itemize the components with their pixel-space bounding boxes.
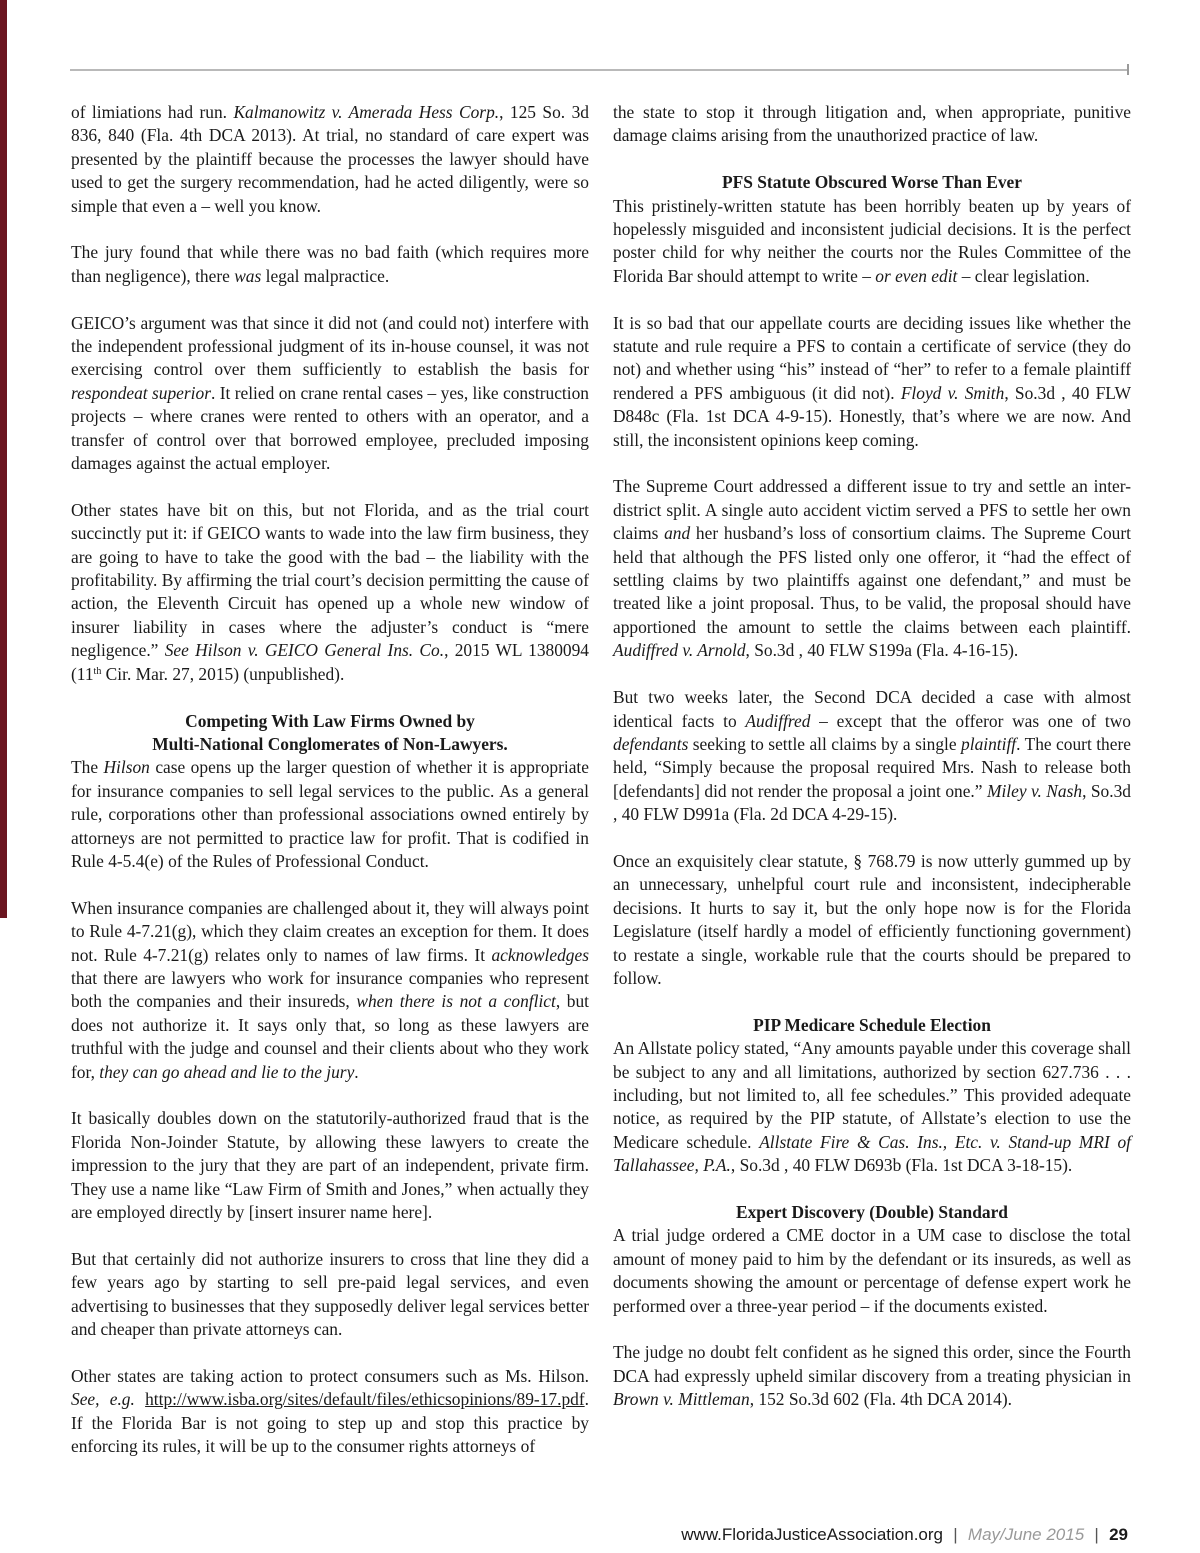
right-column [613,101,1131,1412]
isba-opinion-link[interactable]: http://www.isba.org/sites/default/files/ethicsopinions/89-17.pdf [145,1389,585,1410]
header-rule [70,69,1129,71]
heading-expert-discovery: Expert Discovery (Double) Standard [736,1201,1008,1222]
paragraph-other-states: Other states have bit on this, but not Florida, and as the trial court succinctly put it: if GEICO wants to wade into the law firm business, they are going to have to take the good with the bad – the liability with the profitability. By affirming the trial court’s decision permitting the cause of action, the Eleventh Circuit has opened up a whole new window of insurer liability in cases where the adjuster’s conduct is “mere negligence.” See Hilson v. GEICO General Ins. Co., 2015 WL 1380094 (11th Cir. Mar. 27, 2015) (unpublished). [71,499,589,684]
left-column [71,101,589,1458]
paragraph-non-joinder: It basically doubles down on the statutorily-authorized fraud that is the Florida Non-Joinder Statute, by allowing these lawyers to create the impression to the jury that they are part of an independent, private firm. They use a name like “Law Firm of Smith and Jones,” when actually they are employed directly by [insert insurer name here]. [71,1108,589,1222]
paragraph-rule-4-7-21: When insurance companies are challenged about it, they will always point to Rule 4-7.21(g), which they claim creates an exception for them. It does not. Rule 4-7.21(g) relates only to names of law firms. It acknowledges that there are lawyers who work for insurance companies who represent both the companies and their insureds, when there is not a conflict, but does not authorize it. It says only that, so long as these lawyers are truthful with the judge and counsel and their clients about who they work for, they can go ahead and lie to the jury. [71,897,589,1082]
paragraph-appellate-courts: It is so bad that our appellate courts are deciding issues like whether the statute and rule require a PFS to contain a certificate of service (they do not) and whether using “his” instead of “her” to refer to a female plaintiff rendered a PFS ambiguous (it did not). Floyd v. Smith, So.3d , 40 FLW D848c (Fla. 1st DCA 4-9-15). Honestly, that’s where we are now. And still, the inconsistent opinions keep coming. [613,312,1131,450]
paragraph-consumer-protection: Other states are taking action to protect consumers such as Ms. Hilson. See, e.g. http://www.isba.org/sites/default/files/ethicsopinions/89-17.pdf. If the Florida Bar is not going to step up and stop this practice by enforcing its rules, it will be up to the consumer rights attorneys of [71,1365,589,1457]
left-accent-bar [0,0,7,918]
header-rule-endcap [1127,64,1129,75]
heading-pip-medicare: PIP Medicare Schedule Election [753,1014,991,1035]
footer-issue-date: May/June 2015 [967,1525,1085,1544]
paragraph-jury-finding: The jury found that while there was no bad faith (which requires more than negligence), there was legal malpractice. [71,242,589,286]
paragraph-768-79: Once an exquisitely clear statute, § 768.79 is now utterly gummed up by an unnecessary, unhelpful court rule and inconsistent, indecipherable decisions. It hurts to say it, but the only hope now is for the Florida Legislature (itself hardly a model of efficiently functioning government) to restate a single, workable rule that the courts should be prepared to follow. [613,850,1131,988]
paragraph-kalmanowitz: of limiations had run. Kalmanowitz v. Amerada Hess Corp., 125 So. 3d 836, 840 (Fla. 4th DCA 2013). At trial, no standard of care expert was presented by the plaintiff because the processes the lawyer should have used to get the surgery recommendation, had he acted diligently, were so simple that even a – well you know. [71,102,589,216]
paragraph-pfs-beaten-up: This pristinely-written statute has been horribly beaten up by years of hopelessly misguided and inconsistent judicial decisions. It is the perfect poster child for why neither the courts nor the Rules Committee of the Florida Bar should attempt to write – or even edit – clear legislation. [613,195,1131,286]
paragraph-unauthorized-practice: the state to stop it through litigation and, when appropriate, punitive damage claims arising from the unauthorized practice of law. [613,102,1131,146]
paragraph-brown-mittleman: The judge no doubt felt confident as he signed this order, since the Fourth DCA had expressly upheld similar discovery from a treating physician in Brown v. Mittleman, 152 So.3d 602 (Fla. 4th DCA 2014). [613,1342,1131,1410]
footer-website: www.FloridaJusticeAssociation.org [681,1525,943,1544]
footer-separator: | [953,1525,958,1544]
paragraph-geico-argument: GEICO’s argument was that since it did not (and could not) interfere with the independent professional judgment of its in-house counsel, it was not exercising control over them sufficiently to establish the basis for respondeat superior. It relied on crane rental cases – yes, like construction projects – where cranes were rented to others with an operator, and a transfer of control over that borrowed employee, precluded imposing damages against the actual employer. [71,312,589,474]
page-footer [681,1525,1128,1545]
paragraph-cme-doctor: A trial judge ordered a CME doctor in a UM case to disclose the total amount of money paid to him by the defendant or its insureds, as well as documents showing the amount or percentage of defense expert work he performed over a three-year period – if the documents existed. [613,1225,1131,1316]
heading-pfs-statute: PFS Statute Obscured Worse Than Ever [721,172,1022,193]
page-number: 29 [1109,1525,1128,1544]
footer-separator: | [1094,1525,1099,1544]
paragraph-hilson-case: The Hilson case opens up the larger question of whether it is appropriate for insurance companies to sell legal services to the public. As a general rule, corporations other than professional associations owned entirely by attorneys are not permitted to practice law for profit. That is codified in Rule 4-5.4(e) of the Rules of Professional Conduct. [71,757,589,871]
paragraph-supreme-court: The Supreme Court addressed a different issue to try and settle an inter-district split. A single auto accident victim served a PFS to settle her own claims and her husband’s loss of consortium claims. The Supreme Court held that although the PFS listed only one offeror, it “had the effect of settling claims by two plaintiffs against one defendant,” and must be treated like a joint proposal. Thus, to be valid, the proposal should have apportioned the amount to settle the claims between each plaintiff. Audiffred v. Arnold, So.3d , 40 FLW S199a (Fla. 4-16-15). [613,476,1132,661]
paragraph-allstate-policy: An Allstate policy stated, “Any amounts payable under this coverage shall be subject to any and all limitations, authorized by section 627.736 . . . including, but not limited to, all fee schedules.” This provided adequate notice, as required by the PIP statute, of Allstate’s election to use the Medicare schedule. Allstate Fire & Cas. Ins., Etc. v. Stand-up MRI of Tallahassee, P.A., So.3d , 40 FLW D693b (Fla. 1st DCA 3-18-15). [613,1038,1131,1176]
paragraph-prepaid-legal: But that certainly did not authorize insurers to cross that line they did a few years ago by starting to sell pre-paid legal services, and even advertising to businesses that they supposedly deliver legal services better and cheaper than private attorneys can. [71,1248,589,1340]
heading-competing-law-firms: Competing With Law Firms Owned by Multi-National Conglomerates of Non-Lawyers. [152,710,508,754]
paragraph-second-dca: But two weeks later, the Second DCA decided a case with almost identical facts to Audiffred – except that the offeror was one of two defendants seeking to settle all claims by a single plaintiff. The court there held, “Simply because the proposal required Mrs. Nash to release both [defendants] did not render the proposal a joint one.” Miley v. Nash, So.3d , 40 FLW D991a (Fla. 2d DCA 4-29-15). [613,687,1131,825]
